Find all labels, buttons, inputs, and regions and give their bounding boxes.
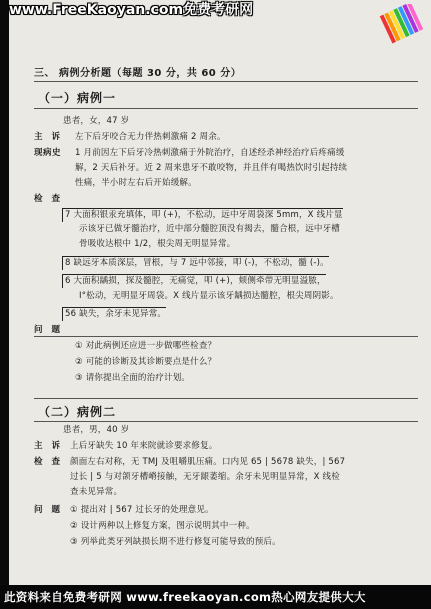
case1-questions-label: 问 题 — [34, 325, 63, 335]
case1-exam-label: 检 查 — [34, 194, 63, 204]
case2-complaint-label: 主 诉 — [34, 441, 63, 451]
case1-patient: 患者，女，47 岁 — [63, 116, 130, 126]
section-heading: 三、 病例分析题（每题 30 分，共 60 分） — [34, 68, 242, 79]
case2-questions-label: 问 题 — [34, 505, 63, 515]
case1-history-line: 解，2 天后补牙。近 2 周来患牙不敢咬物，并且伴有喝热饮时引起持续 — [75, 163, 348, 173]
case2-heading: （二）病例二 — [38, 405, 117, 419]
case1-question: ③ 请你提出全面的治疗计划。 — [75, 373, 191, 383]
scan-left-edge — [0, 0, 9, 609]
case1-exam-tooth8: 8 缺远牙本质深层，冒根，与 7 远中邻接，叩 (-)，不松动，髓 (-)。 — [62, 256, 329, 270]
case1-history-line: 性痛，半小时左右后开始缓解。 — [75, 178, 197, 188]
case2-question: ③ 列举此类牙列缺损长期不进行修复可能导致的预后。 — [70, 537, 281, 547]
case1-history-label: 现病史 — [34, 148, 62, 158]
case1-exam-line: 骨吸收达根中 1/2，根尖周无明显异常。 — [79, 239, 236, 249]
colored-pencils-logo-icon — [379, 4, 423, 44]
case1-question: ② 可能的诊断及其诊断要点是什么？ — [75, 357, 217, 367]
divider — [34, 421, 418, 422]
case1-complaint-label: 主 诉 — [34, 132, 63, 142]
case1-question: ① 对此病例还应进一步做哪些检查？ — [75, 341, 217, 351]
case2-question: ② 设计两种以上修复方案，图示说明其中一种。 — [70, 521, 255, 531]
case2-question: ① 提出对 | 567 过长牙的处理意见。 — [70, 505, 214, 515]
case2-exam-line: 查未见异常。 — [70, 487, 123, 497]
case2-complaint: 上后牙缺失 10 年来院就诊要求修复。 — [70, 441, 218, 451]
divider — [34, 81, 418, 82]
site-watermark-banner: www.FreeKaoyan.com免费考研网 — [9, 2, 254, 18]
case1-exam-line: 示该牙已做牙髓治疗，近中部分髓腔顶没有揭去，髓合根，远中牙槽 — [79, 224, 341, 234]
case1-history-line: 1 月前因左下后牙冷热刺激痛于外院治疗，自述经杀神经治疗后疼痛缓 — [75, 148, 345, 158]
case1-exam-tooth6: 6 大面积龋损，探及髓腔，无痛觉，叩 (+)，颊侧牵带无明显溢脓， — [62, 274, 326, 288]
case1-exam-missing: 56 缺失，余牙未见异常。 — [62, 307, 166, 321]
divider — [34, 336, 418, 337]
case1-complaint: 左下后牙咬合无力伴热刺激痛 2 周余。 — [75, 132, 226, 142]
case2-exam-label: 检 查 — [34, 457, 63, 467]
case2-patient: 患者，男，40 岁 — [63, 425, 130, 435]
case2-exam-line: 过长 | 5 与对颌牙槽嵴接触，无牙龈萎缩。余牙未见明显异常，X 线检 — [70, 472, 340, 482]
divider — [34, 108, 418, 109]
case1-heading: （一）病例一 — [38, 91, 117, 105]
case1-exam-line: I°松动，无明显牙周袋。X 线片显示该牙龋损达髓腔，根尖周阴影。 — [79, 291, 339, 301]
case2-exam-line: 颜面左右对称，无 TMJ 及咀嚼肌压痛。口内见 65 | 5678 缺失，| 567 — [70, 457, 346, 467]
footer-watermark-bar: 此资料来自免费考研网 www.freekaoyan.com热心网友提供大大 — [0, 585, 431, 609]
divider — [34, 398, 418, 399]
case1-exam-tooth7: 7 大面积银汞充填体，叩 (+)，不松动，远中牙周袋深 5mm，X 线片显 — [62, 208, 343, 222]
